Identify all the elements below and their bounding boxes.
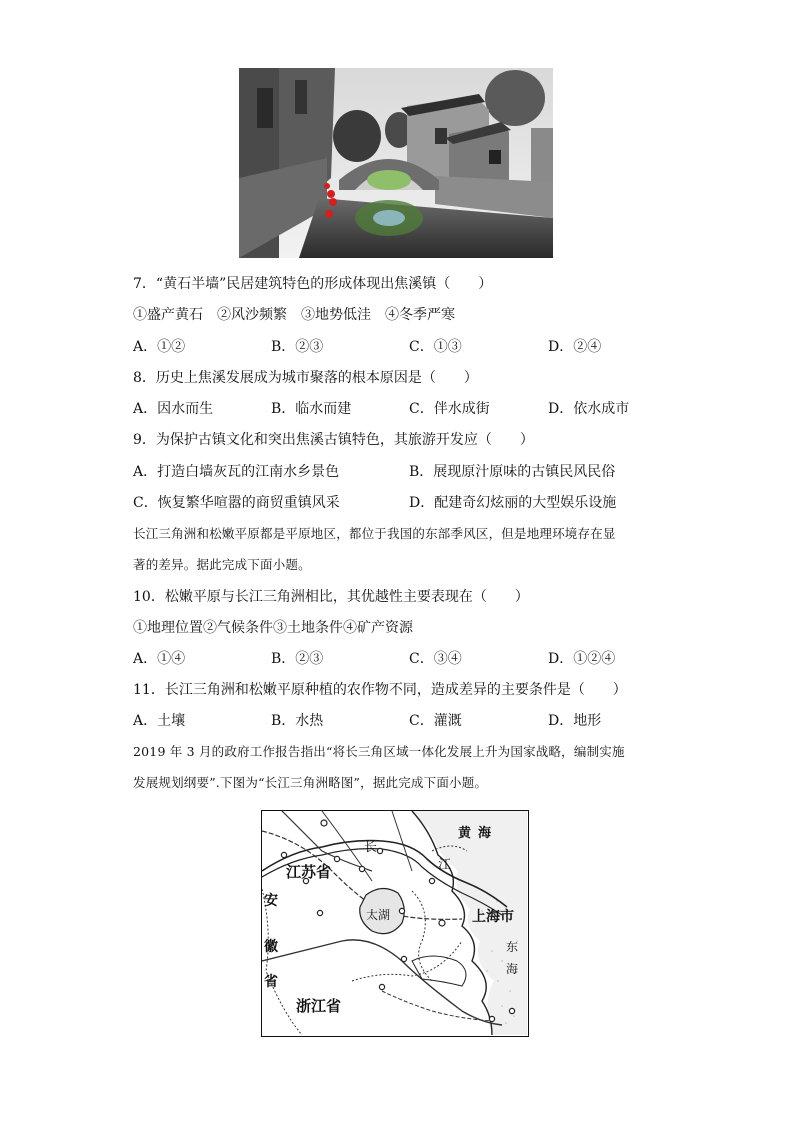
q11-option-b: B．水热 <box>271 713 324 729</box>
yangtze-delta-map-graphic <box>262 811 527 1035</box>
map-label-huanghai-2: 海 <box>478 826 492 841</box>
q7-stem: 7．“黄石半墙”民居建筑特色的形成体现出焦溪镇（ ） <box>133 276 493 292</box>
map-label-an: 安 <box>264 893 278 909</box>
map-label-donghai-2: 海 <box>506 962 519 976</box>
q10-option-d: D．①②④ <box>548 651 616 667</box>
q7-option-c: C．①③ <box>409 339 462 355</box>
map-label-chang: 长 <box>364 840 378 855</box>
map-label-sheng: 省 <box>264 974 278 990</box>
q7-option-b: B．②③ <box>271 339 324 355</box>
map-label-donghai-1: 东 <box>506 940 519 954</box>
yangtze-delta-map <box>261 810 529 1037</box>
q11-stem: 11．长江三角洲和松嫩平原种植的农作物不同，造成差异的主要条件是（ ） <box>133 682 627 698</box>
q9-option-d: D．配建奇幻炫丽的大型娱乐设施 <box>409 495 617 511</box>
q9-option-c: C．恢复繁华喧嚣的商贸重镇风采 <box>133 495 340 511</box>
q8-option-b: B．临水而建 <box>271 401 352 417</box>
q10-option-a: A．①④ <box>133 651 186 667</box>
map-label-jiangsu: 江苏省 <box>286 863 332 881</box>
q7-option-d: D．②④ <box>548 339 602 355</box>
q11-option-d: D．地形 <box>548 713 602 729</box>
q10-option-b: B．②③ <box>271 651 324 667</box>
q8-option-d: D．依水成市 <box>548 401 630 417</box>
map-label-shanghai: 上海市 <box>472 909 514 925</box>
map-label-zhejiang: 浙江省 <box>296 997 342 1015</box>
q7-items: ①盛产黄石 ②风沙频繁 ③地势低洼 ④冬季严寒 <box>133 307 455 323</box>
q11-option-c: C．灌溉 <box>409 713 462 729</box>
q10-stem: 10．松嫩平原与长江三角洲相比，其优越性主要表现在（ ） <box>133 589 529 605</box>
map-label-hui: 徽 <box>264 939 278 955</box>
q10-items: ①地理位置②气候条件③土地条件④矿产资源 <box>133 620 413 636</box>
q9-option-b: B．展现原汁原味的古镇民风民俗 <box>409 464 616 480</box>
intro2-line2: 发展规划纲要”.下图为“长江三角洲略图”，据此完成下面小题。 <box>133 775 488 790</box>
water-town-photo <box>239 68 553 258</box>
q8-stem: 8．历史上焦溪发展成为城市聚落的根本原因是（ ） <box>133 370 478 386</box>
q10-option-c: C．③④ <box>409 651 462 667</box>
q8-option-a: A．因水而生 <box>133 401 214 417</box>
water-town-photo-graphic <box>239 68 553 258</box>
q8-option-c: C．伴水成街 <box>409 401 490 417</box>
intro1-line2: 著的差异。据此完成下面小题。 <box>133 557 311 572</box>
map-label-jiang: 江 <box>438 858 452 873</box>
intro2-line1: 2019 年 3 月的政府工作报告指出“将长三角区域一体化发展上升为国家战略，编制实施 <box>133 744 625 759</box>
q9-option-a: A．打造白墙灰瓦的江南水乡景色 <box>133 464 340 480</box>
map-label-taihu: 太湖 <box>366 908 391 922</box>
q11-option-a: A．土壤 <box>133 713 186 729</box>
intro1-line1: 长江三角洲和松嫩平原都是平原地区，都位于我国的东部季风区，但是地理环境存在显 <box>133 526 616 541</box>
q7-option-a: A．①② <box>133 339 186 355</box>
map-label-huanghai-1: 黄 <box>458 826 472 841</box>
q9-stem: 9．为保护古镇文化和突出焦溪古镇特色，其旅游开发应（ ） <box>133 432 534 448</box>
